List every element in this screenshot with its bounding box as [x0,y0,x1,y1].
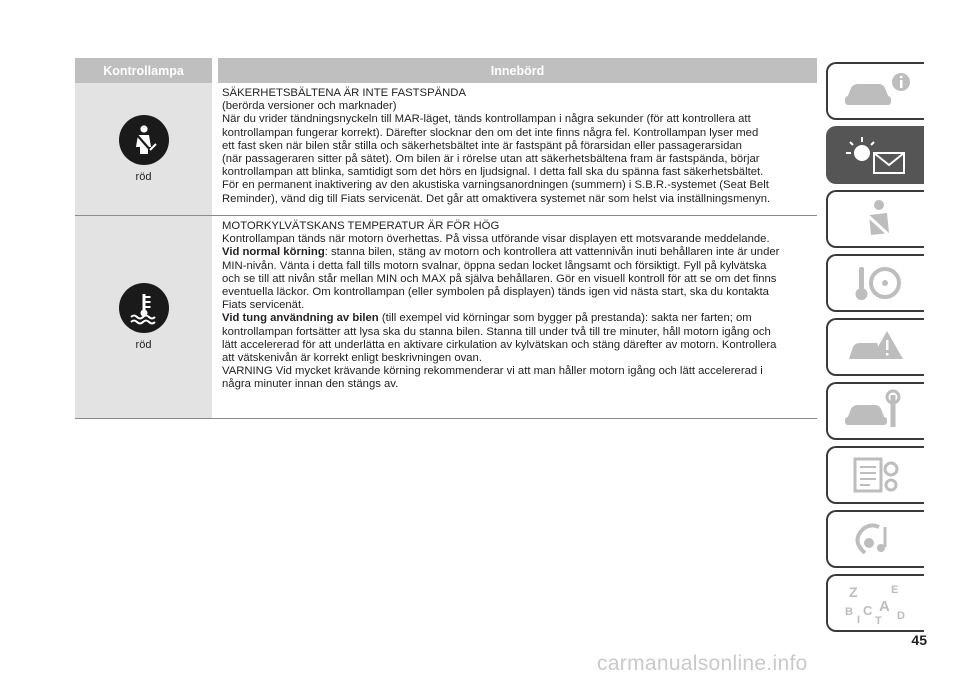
text-line: Kontrollampan tänds när motorn överhettas. På vissa utförande visar displayen ett motsvarande meddelande. [222,233,770,246]
text-line: När du vrider tändningsnyckeln till MAR-läget, tänds kontrollampan i några sekunder (för att kontrollera att [222,113,751,126]
header-meaning: Innebörd [490,63,545,78]
text-line: Fiats servicenät. [222,299,305,312]
page-number: 45 [911,632,927,648]
technical-data-icon [841,453,911,497]
text-line: att vätskenivån är korrekt enligt beskrivningen ovan. [222,352,482,365]
meaning-cell [218,83,817,215]
index-letter: A [879,598,890,615]
safety-person-icon [841,197,911,241]
index-letter: D [897,610,905,622]
text-segment: (till exempel vid körningar som bygger på prestanda): sakta ner farten; om [378,312,752,325]
index-letter: C [863,603,873,618]
text-line: (när passageraren sitter på sätet). Om bilen är i rörelse utan att säkerhetsbältena fram är fastspända, börjar [222,153,760,166]
index-letter: T [875,615,882,625]
text-line [222,312,811,325]
text-line [222,246,811,259]
text-segment: : stanna bilen, stäng av motorn och kontrollera att vattennivån inuti behållaren inte är under [324,246,780,259]
text-line: För en permanent inaktivering av den akustiska varningsanordningen (summern) i S.B.R.-systemet (Seat Belt [222,179,769,192]
tab-maintenance[interactable] [826,382,924,440]
index-letter: Z [849,584,858,600]
text-line: eventuella läckor. Om kontrollampan (eller symbolen på displayen) tänds igen vid nästa start, ska du kontakta [222,286,769,299]
tab-safety[interactable] [826,190,924,248]
tab-multimedia[interactable] [826,510,924,568]
text-line: (berörda versioner och marknader) [222,100,397,113]
index-letter: B [845,606,853,618]
index-letter: I [857,614,861,625]
table-header [75,58,817,83]
meaning-cell [218,216,817,418]
warning-light-cell [75,83,212,215]
text-line: kontrollampan fortsätter att lysa ska du stanna bilen. Stanna till under två till tre minuter, håll motorn igång och [222,325,771,338]
coolant-temperature-icon [119,283,169,333]
text-line: SÄKERHETSBÄLTENA ÄR INTE FASTSPÄNDA [222,87,466,99]
watermark: carmanualsonline.info [597,652,808,675]
tab-index[interactable] [826,574,924,632]
text-line: Reminder), vänd dig till Fiats servicenät. Det går att omaktivera systemet när som helst via inställningsmenyn. [222,192,771,205]
tab-starting-driving[interactable] [826,254,924,312]
warning-lights-table [75,58,817,419]
warning-light-cell [75,216,212,418]
tab-emergency[interactable] [826,318,924,376]
text-line: ett fast sken när bilen står stilla och säkerhetsbältet inte är fastspänt på förarsidan eller passagerarsidan [222,139,742,152]
car-wrench-icon [841,389,911,433]
multimedia-icon [841,517,911,561]
tab-warning-lights[interactable] [826,126,924,184]
warning-light-message-icon [836,133,916,177]
index-letters-icon [841,581,911,625]
tab-technical-data[interactable] [826,446,924,504]
text-line: VARNING Vid mycket krävande körning rekommenderar vi att man håller motorn igång och lätt accelererad i [222,365,763,378]
chapter-tabs [826,62,928,638]
key-steering-wheel-icon [841,261,911,305]
text-line: lätt accelererad för att underlätta en aktivare cirkulation av kylvätskan och stäng därefter av motorn. Kontrollera [222,338,777,351]
index-letter: E [891,584,899,596]
text-line: MIN-nivån. Vänta i detta fall tills motorn svalnar, öppna sedan locket långsamt och försiktigt. Fyll på kylvätska [222,259,767,272]
text-line: och se till att nivån står mellan MIN och MAX på själva behållaren. Gör en visuell kontroll för att se om det finns [222,272,777,285]
text-line: kontrollampan fungerar korrekt). Därefter slocknar den om det inte finns några fel. Kontrollampan lyser med [222,126,759,139]
tab-car-info[interactable] [826,62,924,120]
bold-heading: Vid tung användning av bilen [222,312,379,325]
seatbelt-icon [119,115,169,165]
text-line: kontrollampan att blinka, samtidigt som det hörs en ljudsignal. I detta fall ska du spänna fast säkerhetsbältet. [222,166,764,179]
text-line: MOTORKYLVÄTSKANS TEMPERATUR ÄR FÖR HÖG [222,220,500,232]
header-warning-light: Kontrollampa [103,63,184,78]
emergency-car-icon [841,325,911,369]
car-info-icon [841,70,911,112]
lamp-color-label: röd [135,171,152,183]
text-line: några minuter innan den stängs av. [222,378,399,391]
table-row [75,83,817,216]
bold-heading: Vid normal körning [222,246,325,259]
lamp-color-label: röd [135,339,152,351]
table-row [75,216,817,419]
